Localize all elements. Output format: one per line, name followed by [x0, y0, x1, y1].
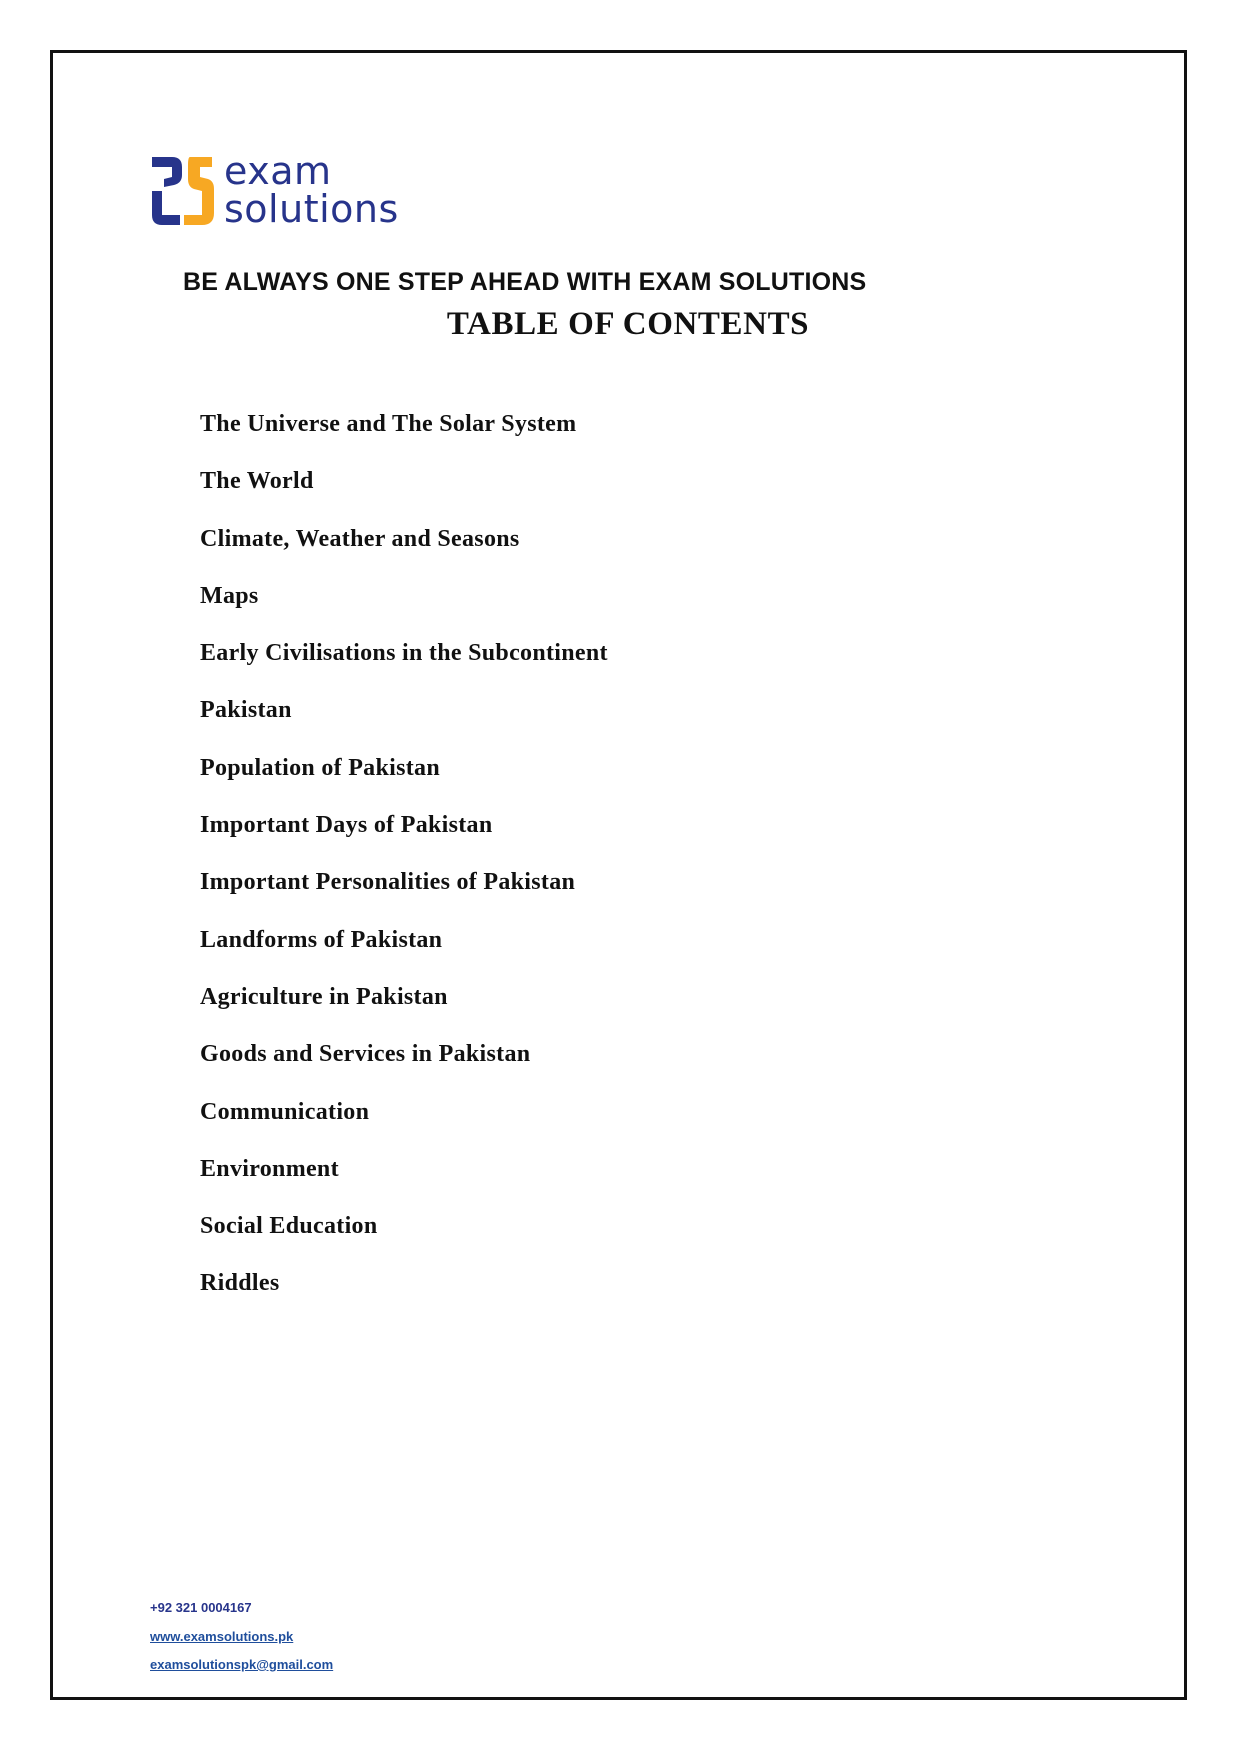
toc-title: TABLE OF CONTENTS [446, 306, 810, 342]
toc-item: Agriculture in Pakistan [200, 983, 448, 1010]
tagline: BE ALWAYS ONE STEP AHEAD WITH EXAM SOLUTIONS [183, 268, 867, 296]
exam-solutions-logo-icon [150, 153, 214, 227]
email-link[interactable]: examsolutionspk@gmail.com [150, 1657, 334, 1672]
toc-item: Social Education [200, 1213, 378, 1240]
contact-info [150, 1598, 333, 1684]
contact-phone: +92 321 0004167 [150, 1600, 252, 1615]
toc-item: Landforms of Pakistan [200, 926, 443, 953]
toc-item: Pakistan [200, 697, 292, 724]
brand-logo [150, 150, 420, 230]
toc-item: Communication [200, 1098, 370, 1125]
brand-wordmark [224, 149, 399, 231]
toc-item: Population of Pakistan [200, 754, 440, 781]
website-link[interactable]: www.examsolutions.pk [150, 1628, 294, 1644]
brand-wordmark-line1: exam [224, 149, 332, 193]
toc-item: The World [200, 468, 314, 495]
brand-wordmark-line2: solutions [224, 187, 399, 231]
toc-list [200, 405, 608, 1322]
toc-item: Goods and Services in Pakistan [200, 1041, 531, 1068]
toc-item: Early Civilisations in the Subcontinent [200, 640, 608, 667]
toc-item: Climate, Weather and Seasons [200, 525, 520, 552]
toc-item: Environment [200, 1155, 339, 1182]
toc-item: Riddles [200, 1270, 280, 1297]
toc-item: Important Days of Pakistan [200, 812, 493, 839]
toc-item: Important Personalities of Pakistan [200, 869, 576, 896]
toc-item: Maps [200, 582, 259, 609]
toc-item: The Universe and The Solar System [200, 411, 577, 437]
